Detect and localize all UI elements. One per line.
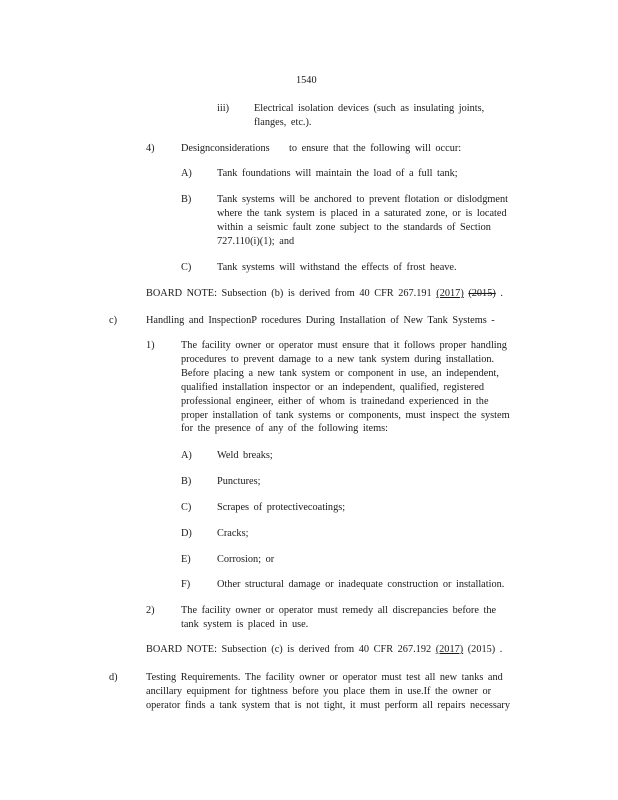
item-c1a-label: A): [181, 450, 192, 461]
item-c1c-text: Scrapes of protectivecoatings;: [217, 502, 346, 513]
board-note-b-suffix: .: [495, 288, 503, 299]
item-c1-text: [181, 339, 510, 436]
item-c1d-label: D): [181, 528, 192, 539]
section-c-label: c): [109, 315, 117, 326]
item-4c-label: C): [181, 262, 192, 273]
item-4b-line: where the tank system is placed in a saturated zone, or is located: [217, 207, 507, 219]
item-c1-line: professional engineer, either of whom is trainedand experienced in the: [181, 395, 489, 407]
item-4-label: 4): [146, 143, 155, 154]
item-iii-text: [254, 102, 484, 130]
item-c2-line: tank system is placed in use.: [181, 618, 309, 630]
item-4a-line: Tank foundations will maintain the load of a full tank;: [217, 168, 458, 179]
item-4b-line: Tank systems will be anchored to prevent flotation or dislodgment: [217, 194, 508, 205]
board-note-b-removed-year: (2015): [468, 288, 496, 299]
section-d-line: operator finds a tank system that is not tight, it must perform all repairs necessary: [146, 699, 510, 711]
item-iii-line: flanges, etc.).: [254, 116, 312, 128]
item-c1d-text: Cracks;: [217, 528, 249, 539]
item-c2-label: 2): [146, 605, 155, 616]
item-4-text-b: to ensure that the following will occur:: [289, 143, 462, 154]
section-c-heading-text: Handling and InspectionP rocedures During Installation of New Tank Systems: [146, 315, 487, 326]
item-4c-text: [217, 261, 457, 275]
section-d-line: Testing Requirements. The facility owner or operator must test all new tanks and: [146, 672, 503, 683]
item-c1-line: qualified installation inspector or an independent, qualified, registered: [181, 381, 485, 393]
item-c1-line: for the presence of any of the following items:: [181, 423, 389, 435]
section-d-label: d): [109, 672, 118, 683]
item-4b-text: [217, 193, 508, 249]
item-4b-label: B): [181, 194, 192, 205]
item-c1a-text: Weld breaks;: [217, 450, 273, 461]
item-c1-line: proper installation of tank systems or components, must inspect the system: [181, 409, 510, 421]
item-4b-line: 727.110(i)(1); and: [217, 235, 295, 247]
item-c1c-label: C): [181, 502, 192, 513]
item-c2-text: [181, 604, 496, 632]
board-note-c: [146, 643, 502, 657]
item-c1f-label: F): [181, 579, 191, 590]
item-c1-line: procedures to prevent damage to a new tank system during installation.: [181, 353, 495, 365]
item-c1b-text: Punctures;: [217, 476, 261, 487]
item-4c-line: Tank systems will withstand the effects of frost heave.: [217, 262, 457, 273]
section-d-text: [146, 671, 510, 713]
board-note-b-text: BOARD NOTE: Subsection (b) is derived from 40 CFR 267.191: [146, 288, 432, 299]
board-note-c-suffix: (2015) .: [463, 644, 503, 655]
item-c1e-text: Corrosion; or: [217, 554, 275, 565]
item-4a-text: [217, 167, 458, 181]
section-c-heading: [146, 314, 495, 328]
item-iii-label: iii): [217, 103, 230, 114]
board-note-c-added-year: (2017): [435, 644, 464, 655]
item-4b-line: within a seismic fault zone subject to the standards of Section: [217, 221, 491, 233]
section-c-heading-tail: -: [491, 315, 495, 326]
section-d-line: ancillary equipment for tightness before you place them in use.If the owner or: [146, 685, 492, 697]
item-iii-line: Electrical isolation devices (such as insulating joints,: [254, 103, 485, 114]
item-4a-label: A): [181, 168, 192, 179]
item-c1b-label: B): [181, 476, 192, 487]
item-c1-line: The facility owner or operator must ensure that it follows proper handling: [181, 340, 507, 351]
item-c1e-label: E): [181, 554, 191, 565]
board-note-c-text: BOARD NOTE: Subsection (c) is derived from 40 CFR 267.192: [146, 644, 432, 655]
item-c1f-text: Other structural damage or inadequate construction or installation.: [217, 579, 505, 590]
item-c2-line: The facility owner or operator must remedy all discrepancies before the: [181, 605, 497, 616]
item-4-text-a: Designconsiderations: [181, 143, 270, 154]
item-c1-line: Before placing a new tank system or component in use, an independent,: [181, 367, 499, 379]
board-note-b: [146, 287, 503, 301]
page-number: 1540: [296, 75, 317, 86]
item-c1-label: 1): [146, 340, 155, 351]
board-note-b-added-year: (2017): [436, 288, 464, 299]
